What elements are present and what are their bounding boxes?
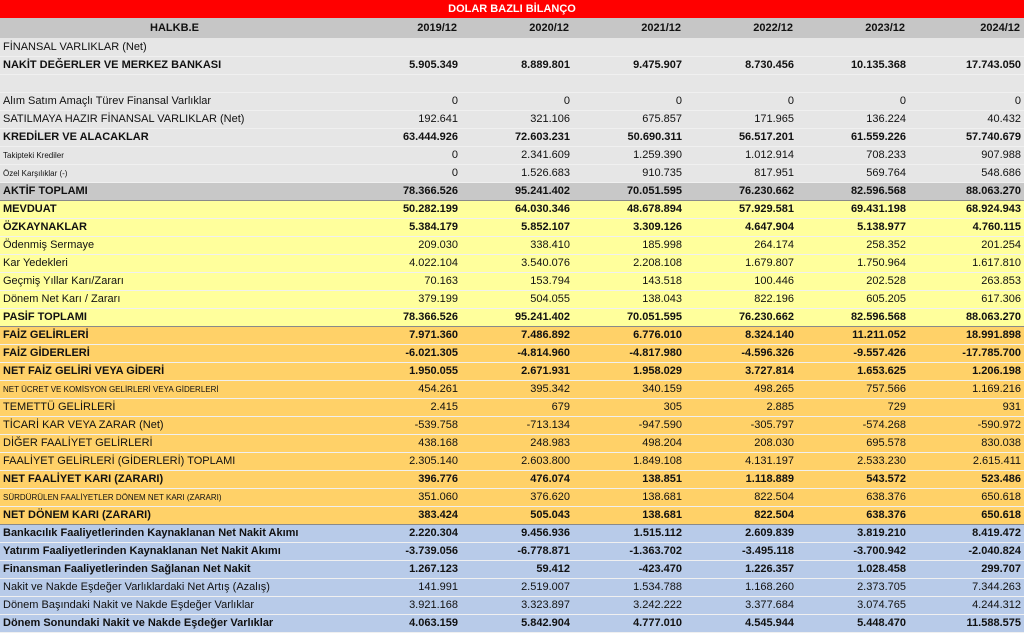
row-value: 0 [349,146,461,164]
row-value: -3.495.118 [685,542,797,560]
row-value: 822.504 [685,488,797,506]
row-value [573,74,685,92]
row-value: 5.842.904 [461,614,573,632]
row-value [797,74,909,92]
row-value: 8.889.801 [461,56,573,74]
row-value: 504.055 [461,290,573,308]
row-value: 138.681 [573,488,685,506]
row-value: 1.958.029 [573,362,685,380]
header-year: 2020/12 [529,22,569,34]
table-row [0,596,1024,614]
row-value: 1.267.123 [349,560,461,578]
row-value: 498.204 [573,434,685,452]
row-label: ÖZKAYNAKLAR [0,218,349,236]
row-value: 72.603.231 [461,128,573,146]
row-value: 18.991.898 [909,326,1024,344]
row-value: 68.924.943 [909,200,1024,218]
row-label: Nakit ve Nakde Eşdeğer Varlıklardaki Net Artış (Azalış) [0,578,349,596]
row-value: 305 [573,398,685,416]
row-label: FİNANSAL VARLIKLAR (Net) [0,38,349,56]
row-value: 650.618 [909,488,1024,506]
row-value: 907.988 [909,146,1024,164]
row-value: 8.419.472 [909,524,1024,542]
row-value: 95.241.402 [461,308,573,326]
row-value: 1.206.198 [909,362,1024,380]
row-value: 136.224 [797,110,909,128]
table-row [0,92,1024,110]
row-value: 50.690.311 [573,128,685,146]
row-value: 0 [349,92,461,110]
row-label: AKTİF TOPLAMI [0,182,349,200]
row-value: 171.965 [685,110,797,128]
row-value: 7.344.263 [909,578,1024,596]
row-value: 299.707 [909,560,1024,578]
row-value: 3.323.897 [461,596,573,614]
table-row [0,362,1024,380]
row-value: 321.106 [461,110,573,128]
row-value: -3.739.056 [349,542,461,560]
row-label: Alım Satım Amaçlı Türev Finansal Varlıklar [0,92,349,110]
table-row [0,128,1024,146]
row-label: Özel Karşılıklar (-) [0,164,349,182]
row-value: 202.528 [797,272,909,290]
row-value: 2.671.931 [461,362,573,380]
row-value: 82.596.568 [797,182,909,200]
row-value: 822.196 [685,290,797,308]
header-year: 2022/12 [753,22,793,34]
table-row [0,236,1024,254]
row-value: 4.760.115 [909,218,1024,236]
row-value: 63.444.926 [349,128,461,146]
row-label: SÜRDÜRÜLEN FAALİYETLER DÖNEM NET KARI (ZARARI) [0,488,349,506]
row-label: Bankacılık Faaliyetlerinden Kaynaklanan Net Nakit Akımı [0,524,349,542]
row-value: 258.352 [797,236,909,254]
row-value: 2.208.108 [573,254,685,272]
row-value: 59.412 [461,560,573,578]
row-label: Ödenmiş Sermaye [0,236,349,254]
row-value: 2.305.140 [349,452,461,470]
row-value: 3.377.684 [685,596,797,614]
row-value: 0 [573,92,685,110]
row-value: 0 [685,92,797,110]
table-row [0,308,1024,326]
table-row [0,74,1024,92]
row-value: 2.220.304 [349,524,461,542]
row-value: 64.030.346 [461,200,573,218]
row-value: 2.519.007 [461,578,573,596]
row-value: 2.373.705 [797,578,909,596]
row-value: 5.384.179 [349,218,461,236]
row-value: 0 [797,92,909,110]
row-value: 2.533.230 [797,452,909,470]
row-value: 376.620 [461,488,573,506]
row-label: NET FAALİYET KARI (ZARARI) [0,470,349,488]
balance-table [0,18,1024,633]
row-value: 2.609.839 [685,524,797,542]
row-value: 3.540.076 [461,254,573,272]
row-value: 695.578 [797,434,909,452]
row-value: 379.199 [349,290,461,308]
row-label: Dönem Net Karı / Zararı [0,290,349,308]
row-label: Dönem Sonundaki Nakit ve Nakde Eşdeğer Varlıklar [0,614,349,632]
row-value: 2.415 [349,398,461,416]
header-year: 2021/12 [641,22,681,34]
row-value: 729 [797,398,909,416]
row-value: 7.486.892 [461,326,573,344]
row-value: 185.998 [573,236,685,254]
row-value: 638.376 [797,488,909,506]
row-value [909,74,1024,92]
row-value: 9.475.907 [573,56,685,74]
row-value: 1.950.055 [349,362,461,380]
row-value: 931 [909,398,1024,416]
row-value: 4.131.197 [685,452,797,470]
row-label: NET DÖNEM KARI (ZARARI) [0,506,349,524]
table-row [0,56,1024,74]
row-value: 6.776.010 [573,326,685,344]
row-label: Kar Yedekleri [0,254,349,272]
row-value: 264.174 [685,236,797,254]
table-row [0,344,1024,362]
row-value: 4.545.944 [685,614,797,632]
row-value: 383.424 [349,506,461,524]
row-value: 498.265 [685,380,797,398]
row-value: 0 [909,92,1024,110]
row-value: 5.905.349 [349,56,461,74]
row-label: TEMETTÜ GELİRLERİ [0,398,349,416]
table-row [0,488,1024,506]
row-value: 675.857 [573,110,685,128]
row-value: 248.983 [461,434,573,452]
row-value: 76.230.662 [685,308,797,326]
table-row [0,272,1024,290]
row-value: 95.241.402 [461,182,573,200]
row-value: 3.727.814 [685,362,797,380]
row-value: 454.261 [349,380,461,398]
row-value: -3.700.942 [797,542,909,560]
row-value: 708.233 [797,146,909,164]
row-value: -9.557.426 [797,344,909,362]
table-row [0,38,1024,56]
row-value: 2.341.609 [461,146,573,164]
row-value: 141.991 [349,578,461,596]
row-value: -423.470 [573,560,685,578]
table-row [0,560,1024,578]
row-value: 617.306 [909,290,1024,308]
row-value: 1.534.788 [573,578,685,596]
row-value: 88.063.270 [909,308,1024,326]
table-row [0,452,1024,470]
row-value: -4.814.960 [461,344,573,362]
table-row [0,542,1024,560]
row-label: MEVDUAT [0,200,349,218]
row-value: 2.603.800 [461,452,573,470]
row-value: 208.030 [685,434,797,452]
row-value: 817.951 [685,164,797,182]
row-value [685,38,797,56]
header-year: 2023/12 [865,22,905,34]
row-label: NAKİT DEĞERLER VE MERKEZ BANKASI [0,56,349,74]
row-value: 438.168 [349,434,461,452]
row-value: 822.504 [685,506,797,524]
row-value: -2.040.824 [909,542,1024,560]
row-value: 1.617.810 [909,254,1024,272]
row-value: 3.921.168 [349,596,461,614]
header-row [0,18,1024,38]
row-value: 57.740.679 [909,128,1024,146]
row-value: 1.849.108 [573,452,685,470]
table-row [0,290,1024,308]
row-value: -305.797 [685,416,797,434]
row-value: -539.758 [349,416,461,434]
row-value [685,74,797,92]
row-value: 138.681 [573,506,685,524]
row-value: 650.618 [909,506,1024,524]
row-value: -6.778.871 [461,542,573,560]
table-row [0,110,1024,128]
row-value: 138.043 [573,290,685,308]
row-value: -17.785.700 [909,344,1024,362]
row-value: 4.244.312 [909,596,1024,614]
row-value: -1.363.702 [573,542,685,560]
row-value: 7.971.360 [349,326,461,344]
row-value: 11.588.575 [909,614,1024,632]
row-value: -590.972 [909,416,1024,434]
row-value: 1.653.625 [797,362,909,380]
row-value: 61.559.226 [797,128,909,146]
row-label: SATILMAYA HAZIR FİNANSAL VARLIKLAR (Net) [0,110,349,128]
row-value: 3.309.126 [573,218,685,236]
row-value: 340.159 [573,380,685,398]
row-value: 5.138.977 [797,218,909,236]
row-label: Dönem Başındaki Nakit ve Nakde Eşdeğer Varlıklar [0,596,349,614]
row-label [0,74,349,92]
row-value: 569.764 [797,164,909,182]
row-value: 8.730.456 [685,56,797,74]
row-label: KREDİLER VE ALACAKLAR [0,128,349,146]
row-value: 757.566 [797,380,909,398]
row-value: 70.163 [349,272,461,290]
row-label: DİĞER FAALİYET GELİRLERİ [0,434,349,452]
row-value: 70.051.595 [573,308,685,326]
row-value [573,38,685,56]
row-value: 88.063.270 [909,182,1024,200]
row-value: 605.205 [797,290,909,308]
row-value: 1.226.357 [685,560,797,578]
row-label: NET FAİZ GELİRİ VEYA GİDERİ [0,362,349,380]
row-value: 548.686 [909,164,1024,182]
table-row [0,578,1024,596]
row-value: 910.735 [573,164,685,182]
row-label: Geçmiş Yıllar Karı/Zararı [0,272,349,290]
row-value: 78.366.526 [349,182,461,200]
row-value [909,38,1024,56]
row-value: 1.028.458 [797,560,909,578]
row-value: 1.750.964 [797,254,909,272]
row-value: 3.242.222 [573,596,685,614]
row-value: -574.268 [797,416,909,434]
table-row [0,470,1024,488]
row-value: 338.410 [461,236,573,254]
row-label: FAİZ GELİRLERİ [0,326,349,344]
row-value: 201.254 [909,236,1024,254]
row-label: Yatırım Faaliyetlerinden Kaynaklanan Net Nakit Akımı [0,542,349,560]
row-value: 70.051.595 [573,182,685,200]
row-value: 396.776 [349,470,461,488]
row-label: NET ÜCRET VE KOMİSYON GELİRLERİ VEYA GİDERLERİ [0,380,349,398]
row-value: 69.431.198 [797,200,909,218]
row-value: -713.134 [461,416,573,434]
row-value: -947.590 [573,416,685,434]
row-value: 82.596.568 [797,308,909,326]
row-value: 50.282.199 [349,200,461,218]
row-value: 56.517.201 [685,128,797,146]
row-value: 830.038 [909,434,1024,452]
row-value: 4.647.904 [685,218,797,236]
row-value: 1.168.260 [685,578,797,596]
row-value: -4.817.980 [573,344,685,362]
row-value: 351.060 [349,488,461,506]
table-row [0,218,1024,236]
row-value [461,38,573,56]
row-value: 1.118.889 [685,470,797,488]
row-value: 1.526.683 [461,164,573,182]
row-value: 17.743.050 [909,56,1024,74]
row-label: Finansman Faaliyetlerinden Sağlanan Net Nakit [0,560,349,578]
table-row [0,434,1024,452]
row-label: FAİZ GİDERLERİ [0,344,349,362]
table-row [0,254,1024,272]
header-year: 2019/12 [417,22,457,34]
row-value: 2.615.411 [909,452,1024,470]
row-value: 543.572 [797,470,909,488]
row-value: 4.022.104 [349,254,461,272]
row-value: 76.230.662 [685,182,797,200]
row-value: 679 [461,398,573,416]
row-value: 192.641 [349,110,461,128]
table-row [0,398,1024,416]
row-value: 143.518 [573,272,685,290]
header-year: 2024/12 [980,22,1020,34]
row-value: 57.929.581 [685,200,797,218]
table-row [0,182,1024,200]
row-value: 11.211.052 [797,326,909,344]
row-value: -6.021.305 [349,344,461,362]
row-value: 153.794 [461,272,573,290]
table-row [0,326,1024,344]
row-value: 78.366.526 [349,308,461,326]
row-value: 5.448.470 [797,614,909,632]
row-value: 1.259.390 [573,146,685,164]
table-row [0,416,1024,434]
row-value: 263.853 [909,272,1024,290]
row-value: 209.030 [349,236,461,254]
row-label: TİCARİ KAR VEYA ZARAR (Net) [0,416,349,434]
row-value: 48.678.894 [573,200,685,218]
row-value: 1.679.807 [685,254,797,272]
row-value: 10.135.368 [797,56,909,74]
row-label: FAALİYET GELİRLERİ (GİDERLERİ) TOPLAMI [0,452,349,470]
row-value: 0 [461,92,573,110]
table-row [0,146,1024,164]
table-row [0,524,1024,542]
table-row [0,506,1024,524]
table-row [0,200,1024,218]
row-value: 4.063.159 [349,614,461,632]
row-value: 9.456.936 [461,524,573,542]
row-value: 2.885 [685,398,797,416]
row-value: 4.777.010 [573,614,685,632]
row-value: 138.851 [573,470,685,488]
row-value: 5.852.107 [461,218,573,236]
row-value [461,74,573,92]
row-value: 1.012.914 [685,146,797,164]
header-ticker: HALKB.E [150,22,199,34]
row-value [349,38,461,56]
table-body [0,38,1024,632]
row-value [349,74,461,92]
row-value: 1.169.216 [909,380,1024,398]
row-value: 395.342 [461,380,573,398]
row-value: 505.043 [461,506,573,524]
row-value: 100.446 [685,272,797,290]
row-value: 3.074.765 [797,596,909,614]
table-row [0,614,1024,632]
row-value: 40.432 [909,110,1024,128]
row-value: 476.074 [461,470,573,488]
row-value: -4.596.326 [685,344,797,362]
table-row [0,380,1024,398]
row-value [797,38,909,56]
sheet-banner: DOLAR BAZLI BİLANÇO [0,0,1024,18]
row-value: 1.515.112 [573,524,685,542]
row-label: PASİF TOPLAMI [0,308,349,326]
row-value: 638.376 [797,506,909,524]
row-value: 523.486 [909,470,1024,488]
row-value: 0 [349,164,461,182]
row-value: 8.324.140 [685,326,797,344]
row-label: Takipteki Krediler [0,146,349,164]
row-value: 3.819.210 [797,524,909,542]
table-row [0,164,1024,182]
